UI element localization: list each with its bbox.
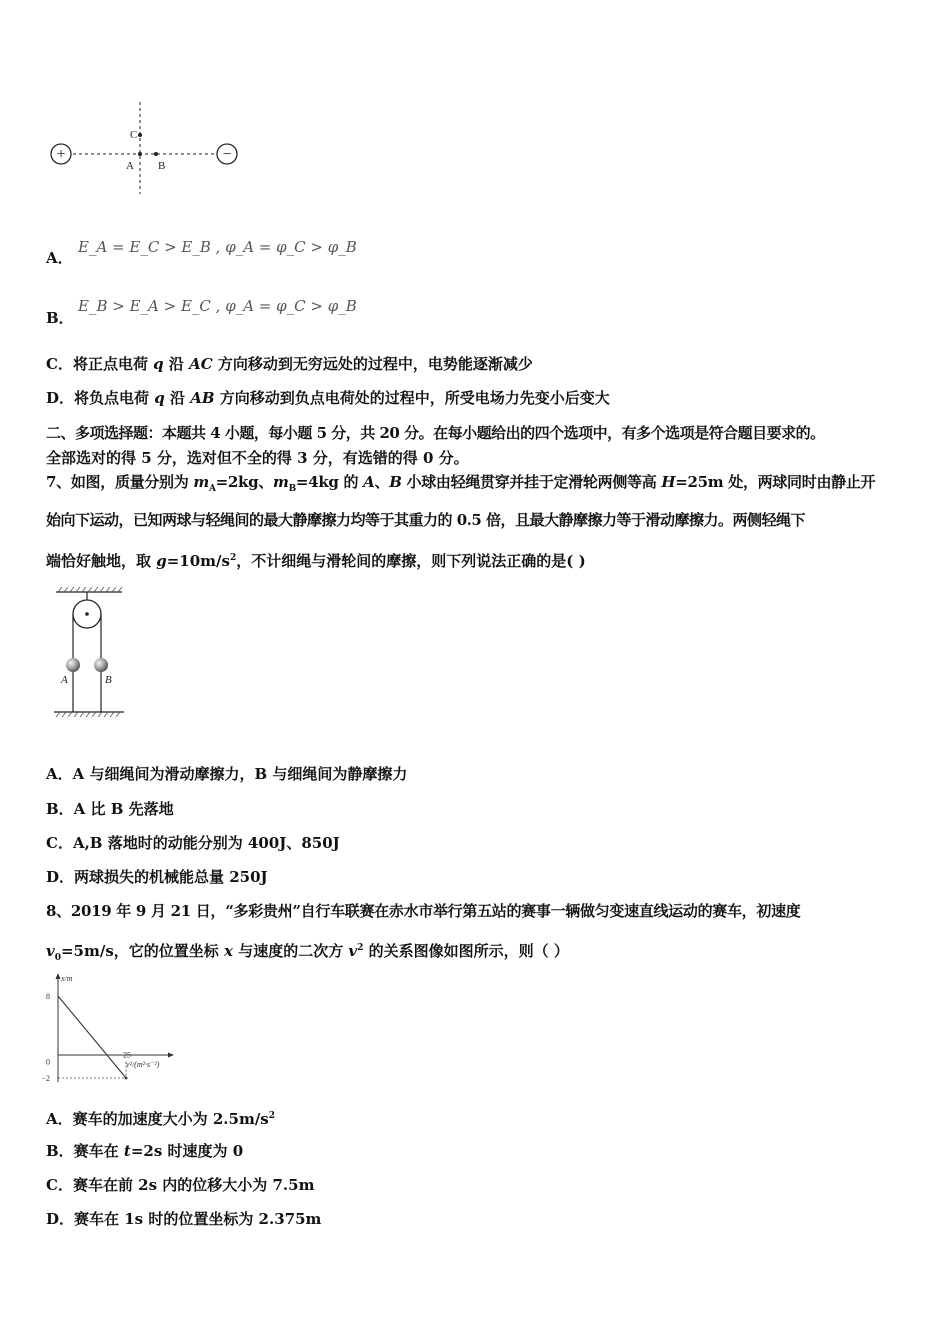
option-b-letter: B． xyxy=(46,309,74,327)
q8-option-d: D．赛车在 1s 时的位置坐标为 2.375m xyxy=(46,1210,322,1228)
q6-option-b-formula: E_B > E_A > E_C , φ_A = φ_C > φ_B xyxy=(78,297,357,315)
point-c-dot xyxy=(138,133,142,137)
negative-sign: − xyxy=(222,146,232,163)
positive-sign: + xyxy=(56,146,66,163)
pulley-axle xyxy=(85,612,89,616)
ceiling-hatch xyxy=(58,587,122,592)
q8-option-b: B．赛车在 t=2s 时速度为 0 xyxy=(46,1142,244,1160)
pulley-figure xyxy=(50,586,130,722)
q7-option-c: C．A,B 落地时的动能分别为 400J、850J xyxy=(46,834,340,852)
chart-x-axis-arrow xyxy=(168,1053,174,1058)
section2-intro-line1: 二、多项选择题：本题共 4 小题，每小题 5 分，共 20 分。在每小题给出的四个选项中，有多个选项是符合题目要求的。 xyxy=(46,424,825,442)
ball-b-icon xyxy=(94,658,108,672)
point-a-dot xyxy=(138,152,142,156)
chart-y-axis-arrow xyxy=(56,973,61,979)
chart-y-label: x/m xyxy=(61,974,73,983)
x-v2-chart xyxy=(40,970,190,1088)
q7-option-b: B．A 比 B 先落地 xyxy=(46,800,174,818)
label-b: B xyxy=(158,160,166,172)
charges-figure xyxy=(46,98,246,198)
label-a: A xyxy=(126,160,134,172)
q7-option-a: A．A 与细绳间为滑动摩擦力，B 与细绳间为静摩擦力 xyxy=(46,765,408,783)
chart-series-line xyxy=(58,996,126,1078)
chart-y-tick-label: −2 xyxy=(41,1074,50,1083)
q7-stem-line1: 7、如图，质量分别为 $m_A=2kg$、$m_B=4kg$ 的 A、B 小球由轻绳贯穿并挂于定滑轮两侧等高 H=25m 处，两球同时由静止开 xyxy=(46,473,876,494)
ball-b-label: B xyxy=(105,674,112,686)
section2-intro-line2: 全部选对的得 5 分，选对但不全的得 3 分，有选错的得 0 分。 xyxy=(46,449,469,467)
q6-option-a-formula: E_A = E_C > E_B , φ_A = φ_C > φ_B xyxy=(78,238,357,256)
ground-hatch xyxy=(56,712,120,717)
chart-x-label: v²/(m²·s⁻²) xyxy=(126,1060,160,1069)
option-a-letter: A． xyxy=(46,249,73,267)
q8-stem-line2: $v_0=5m/s$，它的位置坐标 x 与速度的二次方 $v^2$ 的关系图像如图所示，则（ ） xyxy=(46,942,569,963)
q8-stem-line1: 8、2019 年 9 月 21 日，“多彩贵州”自行车联赛在赤水市举行第五站的赛事一辆做匀变速直线运动的赛车，初速度 xyxy=(46,902,801,920)
chart-y-tick-label: 0 xyxy=(46,1057,50,1067)
point-b-dot xyxy=(154,152,158,156)
ball-a-icon xyxy=(66,658,80,672)
q6-option-b xyxy=(46,308,74,328)
label-c: C xyxy=(130,129,138,141)
q7-stem-line3: 端恰好触地，取 $g=10m/s^2$，不计细绳与滑轮间的摩擦，则下列说法正确的是( ) xyxy=(46,552,586,570)
q8-option-a: A．赛车的加速度大小为 $2.5m/s^2$ xyxy=(46,1110,276,1128)
q7-option-d: D．两球损失的机械能总量 250J xyxy=(46,868,268,886)
chart-y-tick-label: 8 xyxy=(46,992,50,1001)
chart-x-tick-label: 25 xyxy=(123,1050,131,1060)
ball-a-label: A xyxy=(61,674,68,686)
q6-option-d: D．将负点电荷 q 沿 AB 方向移动到负点电荷处的过程中，所受电场力先变小后变大 xyxy=(46,389,610,407)
q6-option-a xyxy=(46,248,73,268)
q6-option-c: C．将正点电荷 q 沿 AC 方向移动到无穷远处的过程中，电势能逐渐减少 xyxy=(46,355,533,373)
q8-option-c: C．赛车在前 2s 内的位移大小为 7.5m xyxy=(46,1176,315,1194)
q7-stem-line2: 始向下运动，已知两球与轻绳间的最大静摩擦力均等于其重力的 0.5 倍，且最大静摩擦力等于滑动摩擦力。两侧轻绳下 xyxy=(46,511,806,529)
